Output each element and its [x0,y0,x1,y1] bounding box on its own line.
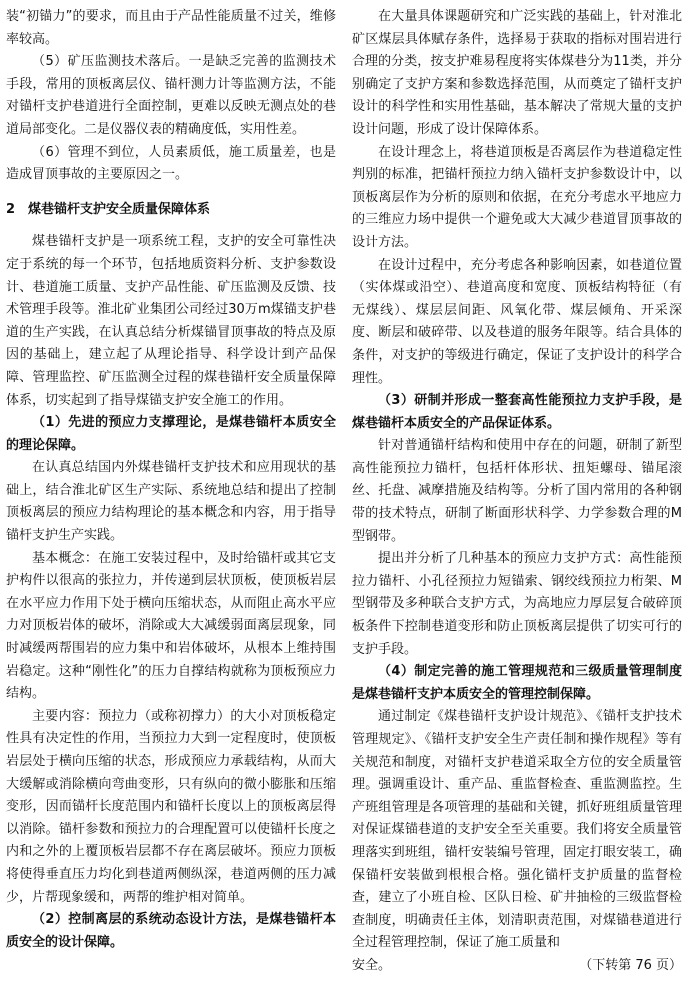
paragraph: 在认真总结国内外煤巷锚杆支护技术和应用现状的基础上，结合淮北矿区生产实际、系统地总结和提出了控制顶板离层的预应力结构理论的基本概念和内容，用于指导锚杆支护生产实践。 [6,460,336,544]
paragraph: （5）矿压监测技术落后。一是缺乏完善的监测技术手段，常用的顶板离层仪、锚杆测力计等监测方法，不能对锚杆支护巷道进行全面控制，更难以反映无测点处的巷道局部变化。二是仪器仪表的精确度低，实用性差。 [6,54,336,137]
paragraph: （6）管理不到位，人员素质低，施工质量差，也是造成冒顶事故的主要原因之一。 [6,144,336,183]
continued-note: （下转第 76 页） [579,957,682,973]
paragraph-end: 安全。 [352,957,392,973]
continuation-line [352,955,682,978]
right-column [352,6,682,1000]
paragraph: 提出并分析了几种基本的预应力支护方式：高性能预拉力锚杆、小孔径预拉力短锚索、钢绞线预拉力桁架、M型钢带及多种联合支护方式，为高地应力厚层复合破碎顶板条件下控制巷道变形和防止顶板离层提供了切实可行的支护手段。 [352,551,682,657]
subheading: （2）控制离层的系统动态设计方法，是煤巷锚杆本质安全的设计保障。 [6,912,336,950]
section-heading: 2 煤巷锚杆支护安全质量保障体系 [6,201,211,217]
paragraph: 基本概念：在施工安装过程中，及时给锚杆或其它支护构件以很高的张拉力，并传递到层状顶板，使顶板岩层在水平应力作用下处于横向压缩状态，从而阻止高水平应力对顶板岩体的破坏，消除或大大减缓弱面离层现象，同时减缓两帮围岩的应力集中和岩体破坏，从根本上维持围岩稳定。这种“刚性化”的压力自撑结构就称为顶板预应力结构。 [6,550,336,702]
subheading: （3）研制并形成一整套高性能预拉力支护手段，是煤巷锚杆本质安全的产品保证体系。 [352,393,682,431]
paragraph: 在大量具体课题研究和广泛实践的基础上，针对淮北矿区煤层具体赋存条件，选择易于获取的指标对围岩进行合理的分类，按支护难易程度将实体煤巷分为11类，并分别确定了支护方案和参数选择范围，从而奠定了锚杆支护设计的科学性和实用性基础，基本解决了常规大量的支护设计问题，形成了设计保障体系。 [352,9,682,137]
paragraph: 针对普通锚杆结构和使用中存在的问题，研制了新型高性能预拉力锚杆，包括杆体形状、扭矩螺母、锚尾滚丝、托盘、减摩措施及结构等。分析了国内常用的各种钢带的技术特点，研制了断面形状科学、力学参数合理的M型钢带。 [352,438,682,544]
paragraph: 在设计过程中，充分考虑各种影响因素，如巷道位置（实体煤或沿空）、巷道高度和宽度、顶板结构特征（有无煤线）、煤层层间距、风氧化带、煤层倾角、开采深度、断层和破碎带、以及巷道的服务年限等。结合具体的条件，对支护的等级进行确定，保证了支护设计的科学合理性。 [352,257,682,386]
subheading: （4）制定完善的施工管理规范和三级质量管理制度是煤巷锚杆支护本质安全的管理控制保障。 [352,664,682,702]
paragraph: 装“初锚力”的要求，而且由于产品性能质量不过关，维修率较高。 [6,9,336,47]
left-column [6,6,336,1000]
paragraph: 在设计理念上，将巷道顶板是否离层作为巷道稳定性判别的标准，把锚杆预拉力纳入锚杆支护参数设计中，以顶板离层作为分析的原则和依据，在充分考虑水平地应力的三维应力场中提供一个避免或大大减少巷道冒顶事故的设计方法。 [352,144,682,250]
paragraph: 煤巷锚杆支护是一项系统工程，支护的安全可靠性决定于系统的每一个环节，包括地质资料分析、支护参数设计、巷道施工质量、支护产品性能、矿压监测及反馈、技术管理手段等。淮北矿业集团公司经过30万m煤锚支护巷道的生产实践，在认真总结分析煤锚冒顶事故的特点及原因的基础上，建立起了从理论指导、科学设计到产品保障、管理监控、矿压监测全过程的煤巷锚杆安全质量保障体系，切实起到了指导煤锚支护安全施工的作用。 [6,234,336,408]
paragraph: 主要内容：预拉力（或称初撑力）的大小对顶板稳定性具有决定性的作用，当预拉力大到一定程度时，使顶板岩层处于横向压缩的状态，形成预应力承载结构，从而大大缓解或消除横向弯曲变形，只有纵向的微小膨胀和压缩变形，因而锚杆长度范围内和锚杆长度以上的顶板离层得以消除。锚杆参数和预拉力的合理配置可以使锚杆长度之内和之外的上覆顶板岩层都不存在离层破坏。预应力顶板将使得垂直压力均化到巷道两侧纵深，巷道两侧的压力减少，片帮现象缓和，两帮的维护相对简单。 [6,708,336,905]
subheading: （1）先进的预应力支撑理论，是煤巷锚杆本质安全的理论保障。 [6,415,336,453]
paragraph: 通过制定《煤巷锚杆支护设计规范》、《锚杆支护技术管理规定》、《锚杆支护安全生产责任制和操作规程》等有关规范和制度，对锚杆支护巷道采取全方位的安全质量管理。强调重设计、重产品、重监督检查、重监测监控。生产班组管理是各项管理的基础和关键，抓好班组质量管理对保证煤锚巷道的支护安全至关重要。我们将安全质量管理落实到班组，锚杆安装编号管理，固定打眼安装工，确保锚杆安装做到根根合格。强化锚杆支护质量的监督检查，建立了小班自检、区队日检、矿井抽检的三级监督检查制度，明确责任主体，划清职责范围，对煤锚巷道进行全过程管理控制，保证了施工质量和 [352,709,682,951]
